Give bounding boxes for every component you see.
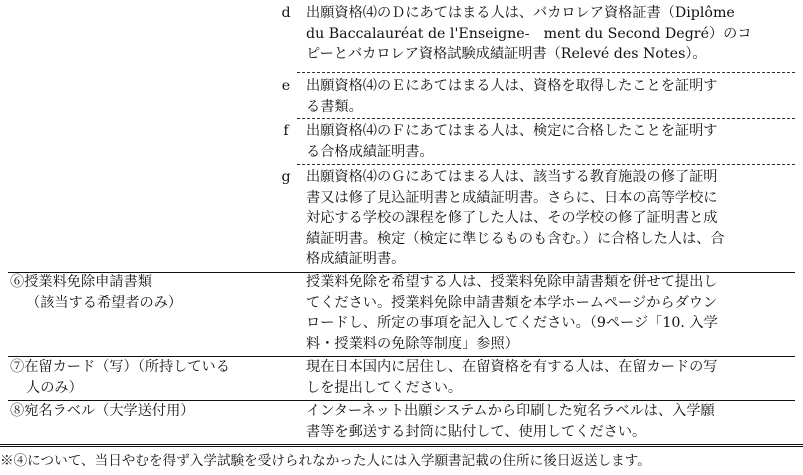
row-label <box>10 272 182 313</box>
text-line: インターネット出願システムから印刷した宛名ラベルは、入学願 <box>306 403 715 419</box>
text-line: 授業料免除を希望する人は、授業料免除申請書類を併せて提出し <box>306 274 718 290</box>
text-line: る合格成績証明書。 <box>306 143 434 160</box>
row-label <box>10 401 194 422</box>
text-line: ピーとバカロレア資格試験成績証明書（Relevé des Notes）。 <box>306 46 707 62</box>
text-line: 出願資格⑷のＦにあてはまる人は、検定に合格したことを証明す <box>306 123 718 139</box>
label-line: ⑦在留カード（写）（所持している <box>10 359 230 375</box>
text-line: 書又は修了見込証明書と成績証明書。さらに、日本の高等学校に <box>306 189 718 206</box>
label-line: ⑧宛名ラベル（大学送付用） <box>10 403 195 419</box>
sub-item-text <box>306 121 717 162</box>
text-line: 出願資格⑷のＧにあてはまる人は、該当する教育施設の修了証明 <box>306 169 718 185</box>
dotted-divider <box>297 72 795 73</box>
sub-item-letter: f <box>283 123 289 139</box>
text-line: 績証明書。検定（検定に準じるものも含む。）に合格した人は、合 <box>306 230 725 247</box>
row-description <box>306 272 718 354</box>
dotted-divider <box>297 118 795 119</box>
text-line: 出願資格⑷のＥにあてはまる人は、資格を取得したことを証明す <box>306 78 718 94</box>
sub-item-letter: g <box>281 169 291 185</box>
text-line: しを提出してください。 <box>306 379 463 396</box>
table-bottom-border <box>0 444 803 447</box>
sub-item-text <box>306 76 717 117</box>
text-line: てください。授業料免除申請書類を本学ホームページからダウン <box>306 294 718 311</box>
text-line: 格成績証明書。 <box>306 251 406 267</box>
sub-item-text <box>306 3 752 65</box>
text-line: 現在日本国内に居住し、在留資格を有する人は、在留カードの写 <box>306 359 718 375</box>
sub-item-letter: e <box>281 78 291 94</box>
sub-item-text <box>306 167 725 270</box>
text-line: du Baccalauréat de l'Enseigne- ment du Second Degré）のコ <box>306 25 752 42</box>
row-label <box>10 357 230 398</box>
text-line: 料・授業料の免除等制度」参照） <box>306 335 519 352</box>
label-line: 人のみ） <box>26 379 83 396</box>
text-line: 対応する学校の課程を修了した人は、その学校の修了証明書と成 <box>306 210 718 226</box>
label-line: ⑥授業料免除申請書類 <box>10 274 152 290</box>
text-line: ロードし、所定の事項を記入してください。（9ページ「10. 入学 <box>306 315 718 331</box>
row-description <box>306 357 717 398</box>
row-description <box>306 401 715 442</box>
text-line: 出願資格⑷のＤにあてはまる人は、バカロレア資格証書（Diplôme <box>306 5 735 21</box>
text-line: 書等を郵送する封筒に貼付して、使用してください。 <box>306 423 647 440</box>
label-line: （該当する希望者のみ） <box>26 294 183 311</box>
dotted-divider <box>297 164 795 165</box>
sub-item-letter: d <box>281 5 291 21</box>
footnote: ※④について、当日やむを得ず入学試験を受けられなかった人には入学願書記載の住所に後日返送します。 <box>0 453 651 469</box>
text-line: る書類。 <box>306 98 363 115</box>
